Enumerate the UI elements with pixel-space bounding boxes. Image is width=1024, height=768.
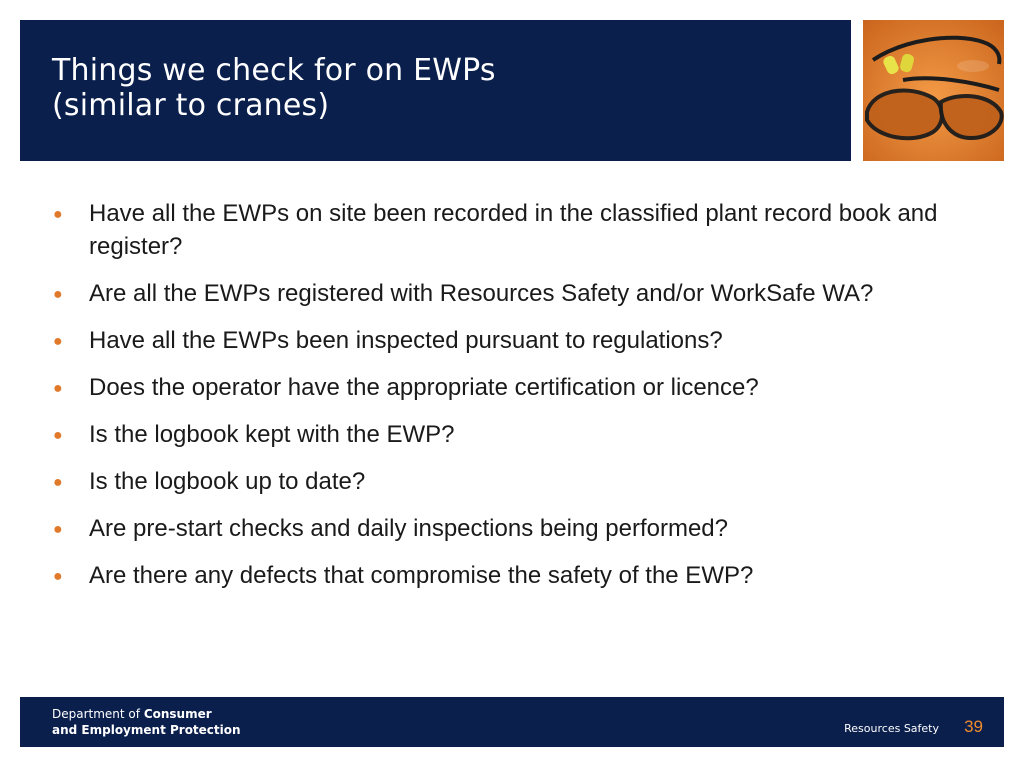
bullet-text: Have all the EWPs on site been recorded in the classified plant record book and register? [89,200,938,260]
bullet-dot-icon: ● [53,380,63,397]
bullet-text: Are there any defects that compromise the safety of the EWP? [89,562,754,589]
slide-title-line-2: (similar to cranes) [52,88,330,123]
bullet-text: Does the operator have the appropriate certification or licence? [89,374,759,401]
safety-glasses-icon [863,20,1004,161]
bullet-dot-icon: ● [53,568,63,585]
page-number: 39 [964,717,983,736]
department-prefix: Department of [52,707,144,721]
bullet-item [52,371,987,404]
bullet-dot-icon: ● [53,427,63,444]
title-bar [20,20,851,161]
slide-title-line-1: Things we check for on EWPs [52,53,496,88]
bullet-text: Is the logbook up to date? [89,468,366,495]
department-name-bold: Consumer [143,707,212,721]
bullet-item [52,324,987,357]
bullet-item [52,559,987,592]
bullet-dot-icon: ● [53,286,63,303]
bullet-item [52,197,987,263]
department-name-line-2: and Employment Protection [52,723,241,737]
division-name: Resources Safety [844,722,939,735]
footer-bar [20,697,1004,747]
safety-glasses-photo [863,20,1004,161]
bullet-dot-icon: ● [53,474,63,491]
bullet-text: Are pre-start checks and daily inspections being performed? [89,515,728,542]
bullet-text: Is the logbook kept with the EWP? [89,421,455,448]
bullet-item [52,512,987,545]
bullet-item [52,418,987,451]
slide-title [52,53,496,123]
bullet-dot-icon: ● [53,206,63,223]
bullet-text: Are all the EWPs registered with Resources Safety and/or WorkSafe WA? [89,280,874,307]
bullet-dot-icon: ● [53,333,63,350]
bullet-list [52,197,987,606]
bullet-text: Have all the EWPs been inspected pursuant to regulations? [89,327,723,354]
bullet-item [52,465,987,498]
bullet-item [52,277,987,310]
bullet-dot-icon: ● [53,521,63,538]
department-name [52,706,241,738]
